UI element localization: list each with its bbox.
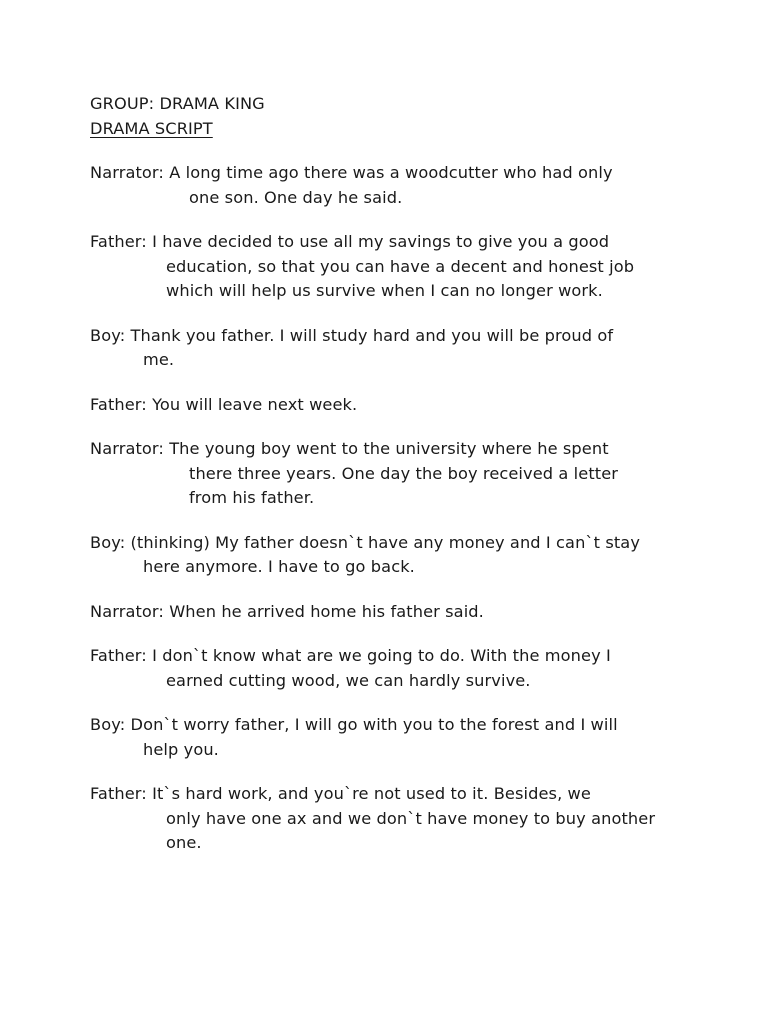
- dialogue-line: [90, 782, 710, 856]
- dialogue-text: Father: It`s hard work, and you`re not used to it. Besides, we: [90, 784, 591, 803]
- document-page: [90, 92, 710, 876]
- dialogue-text: Father: You will leave next week.: [90, 394, 358, 414]
- dialogue-text: Boy: (thinking) My father doesn`t have any money and I can`t stay: [90, 532, 640, 552]
- dialogue-line: [90, 230, 710, 304]
- dialogue-text: Narrator: A long time ago there was a woodcutter who had only: [90, 163, 613, 182]
- dialogue-text: Father: I don`t know what are we going to do. With the money I: [90, 646, 611, 665]
- spacer: [90, 141, 710, 161]
- dialogue-text: Boy: Thank you father. I will study hard and you will be proud of: [90, 325, 614, 345]
- script-title: DRAMA SCRIPT: [90, 118, 213, 138]
- dialogue-continuation: there three years. One day the boy received a letter: [189, 463, 619, 483]
- dialogue-line: [90, 713, 710, 762]
- dialogue-continuation: which will help us survive when I can no longer work.: [166, 281, 603, 300]
- dialogue-continuation: from his father.: [189, 488, 315, 507]
- dialogue-line: [90, 161, 710, 210]
- dialogue-line: [90, 644, 710, 693]
- dialogue-continuation: earned cutting wood, we can hardly survive.: [166, 670, 531, 690]
- dialogue-continuation: education, so that you can have a decent and honest job: [166, 256, 635, 276]
- dialogue-line: [90, 324, 710, 373]
- dialogue-text: Narrator: When he arrived home his father said.: [90, 601, 484, 621]
- dialogue-line: [90, 393, 710, 418]
- dialogue-continuation: only have one ax and we don`t have money to buy another: [166, 808, 656, 828]
- dialogue-text: Narrator: The young boy went to the university where he spent: [90, 439, 609, 458]
- group-heading: GROUP: DRAMA KING: [90, 94, 265, 113]
- dialogue-line: [90, 437, 710, 511]
- dialogue-line: [90, 600, 710, 625]
- dialogue-continuation: here anymore. I have to go back.: [143, 557, 415, 576]
- dialogue-continuation: one son. One day he said.: [189, 187, 403, 207]
- dialogue-continuation: me.: [143, 350, 175, 369]
- dialogue-text: Father: I have decided to use all my savings to give you a good: [90, 232, 610, 251]
- dialogue-line: [90, 531, 710, 580]
- dialogue-continuation: one.: [166, 833, 202, 852]
- dialogue-continuation: help you.: [143, 739, 219, 759]
- dialogue-text: Boy: Don`t worry father, I will go with you to the forest and I will: [90, 715, 618, 734]
